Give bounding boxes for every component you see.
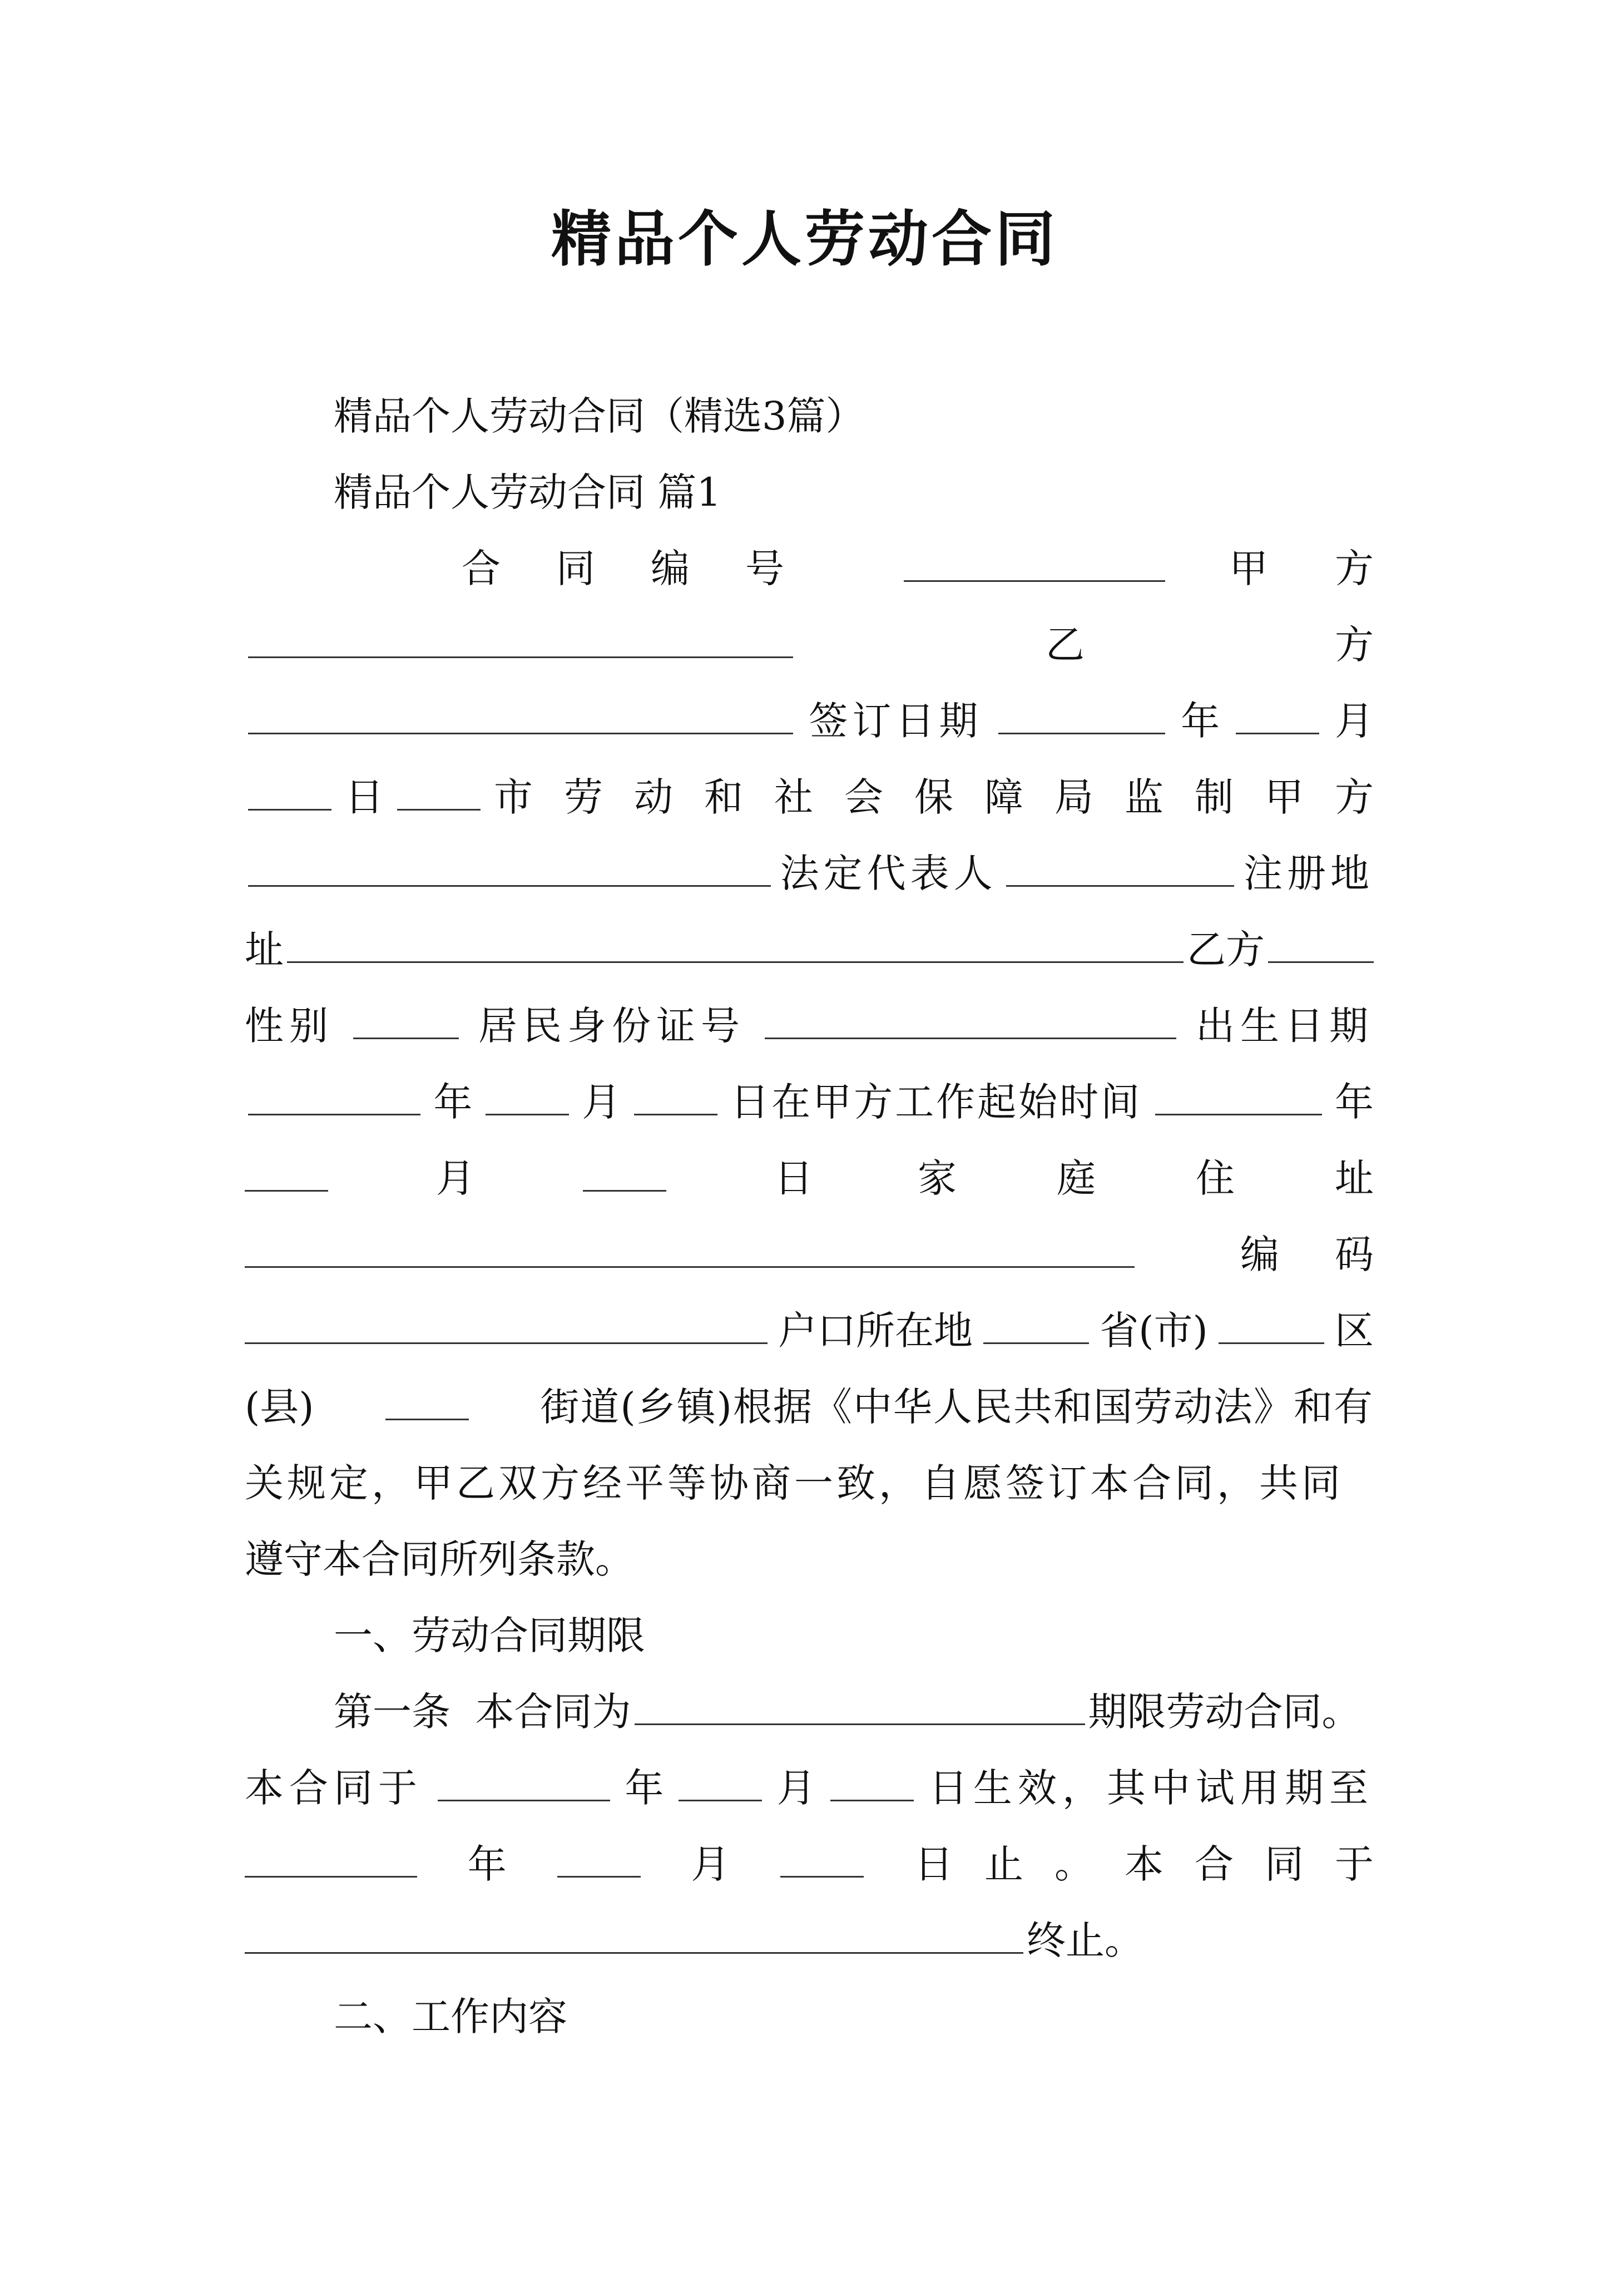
article-1-tail: 期限劳动合同。 [1088,1689,1361,1735]
day-label: 日 [774,1155,813,1201]
termination-blank[interactable] [245,1913,1023,1954]
section-heading-line [245,455,1374,531]
probation-tail: 日止。本合同于 [914,1841,1405,1887]
contract-no-line [245,531,1440,607]
subtitle-line [245,378,1374,455]
birth-label: 出生日期 [1196,1003,1374,1049]
start-year-blank[interactable] [1155,1075,1322,1115]
postcode-blank[interactable] [245,1303,768,1344]
party-b-name-blank[interactable] [1268,922,1374,963]
year-label: 年 [467,1841,507,1887]
paragraph-line-2 [245,1445,1374,1522]
contract-type-blank[interactable] [635,1685,1085,1725]
document-body [245,378,1624,2055]
month-label: 月 [1334,698,1374,744]
city-blank[interactable] [397,770,481,811]
province-label: 省(市) [1100,1308,1208,1354]
probation-day-blank[interactable] [780,1837,864,1878]
gender-blank[interactable] [353,999,459,1039]
county-blank[interactable] [385,1380,469,1420]
sign-month-blank[interactable] [1236,694,1319,734]
sign-date-label: 签订日期 [809,698,983,744]
section-heading: 精品个人劳动合同 篇1 [334,470,721,515]
birth-day-blank[interactable] [634,1075,717,1115]
probation-month-blank[interactable] [557,1837,641,1878]
hukou-line [245,1293,1374,1369]
supervisor-text: 市劳动和社会保障局监制甲方 [494,774,1405,820]
street-text: 街道(乡镇)根据《中华人民共和国劳动法》和有 [540,1384,1374,1430]
effective-day-blank[interactable] [830,1761,914,1801]
party-a-name-blank[interactable] [248,846,771,887]
reg-addr-line [245,912,1374,988]
supervisor-line [245,759,1405,836]
article-1-line-4 [245,1903,1374,1979]
postcode-label: 编码 [1240,1232,1429,1277]
birth-year-blank[interactable] [248,1075,420,1115]
sign-date-line [245,683,1374,759]
street-line [245,1369,1374,1445]
month-label: 月 [436,1155,475,1201]
document-title: 精品个人劳动合同 [551,204,1058,274]
day-label: 日 [345,774,384,820]
month-label: 月 [776,1765,816,1811]
sign-year-blank[interactable] [998,694,1165,734]
effective-month-blank[interactable] [679,1761,762,1801]
province-blank[interactable] [983,1303,1089,1344]
contract-no-blank[interactable] [904,541,1165,582]
legal-rep-line [245,836,1374,912]
start-work-line [245,1064,1374,1140]
home-addr-line [245,1140,1474,1217]
home-addr-label: 家庭住址 [918,1155,1474,1201]
article-1-line-2 [245,1750,1374,1826]
district-blank[interactable] [1219,1303,1324,1344]
section-1-heading: 一、劳动合同期限 [334,1613,645,1658]
start-day-blank[interactable] [583,1151,666,1192]
section-2-heading: 二、工作内容 [334,1994,567,2039]
district-label: 区 [1334,1308,1374,1354]
reg-addr-label-2: 址 [245,927,284,972]
home-addr-blank[interactable] [245,1227,1135,1268]
start-month-prefix-blank[interactable] [245,1151,328,1192]
article-1-line-1 [245,1674,1374,1750]
month-label: 月 [582,1079,621,1125]
birth-month-blank[interactable] [486,1075,569,1115]
section-1-heading-line [245,1598,1374,1674]
paragraph-line-3 [245,1522,1374,1598]
county-label: (县) [245,1384,314,1430]
paragraph-text: 关规定，甲乙双方经平等协商一致，自愿签订本合同，共同 [245,1460,1344,1506]
id-label: 居民身份证号 [478,1003,745,1049]
sign-day-prefix-blank[interactable] [248,770,331,811]
gender-label: 性别 [245,1003,334,1049]
legal-rep-blank[interactable] [1006,846,1234,887]
id-blank[interactable] [765,999,1176,1039]
article-1-line-3 [245,1826,1405,1903]
legal-rep-label: 法定代表人 [780,851,997,896]
start-work-text: 日在甲方工作起始时间 [730,1079,1142,1125]
year-label: 年 [1334,1079,1374,1125]
effective-tail: 日生效，其中试用期至 [928,1765,1374,1811]
party-b-blank[interactable] [248,694,793,734]
section-2-heading-line [245,1979,1374,2055]
termination-tail: 终止。 [1027,1918,1143,1963]
probation-year-blank[interactable] [245,1837,417,1878]
reg-addr-blank[interactable] [287,922,1184,963]
effective-lead: 本合同于 [245,1765,423,1811]
effective-year-blank[interactable] [438,1761,610,1801]
reg-addr-label-1: 注册地 [1243,851,1374,896]
month-label: 月 [691,1841,730,1887]
year-label: 年 [625,1765,664,1811]
year-label: 年 [1181,698,1220,744]
contract-no-label: 合同编号 [462,546,840,591]
paragraph-text: 遵守本合同所列条款。 [245,1537,634,1582]
party-b-label-2: 乙方 [1187,927,1265,972]
party-a-label: 甲方 [1229,546,1440,591]
party-b-label: 乙方 [1046,622,1624,668]
subtitle: 精品个人劳动合同（精选3篇） [334,393,865,439]
party-a-blank[interactable] [248,618,793,658]
article-1-lead: 第一条 本合同为 [334,1689,631,1735]
hukou-label: 户口所在地 [778,1308,973,1354]
postcode-line [245,1217,1429,1293]
identity-line [245,988,1374,1064]
year-label: 年 [433,1079,473,1125]
party-b-line [245,607,1624,683]
